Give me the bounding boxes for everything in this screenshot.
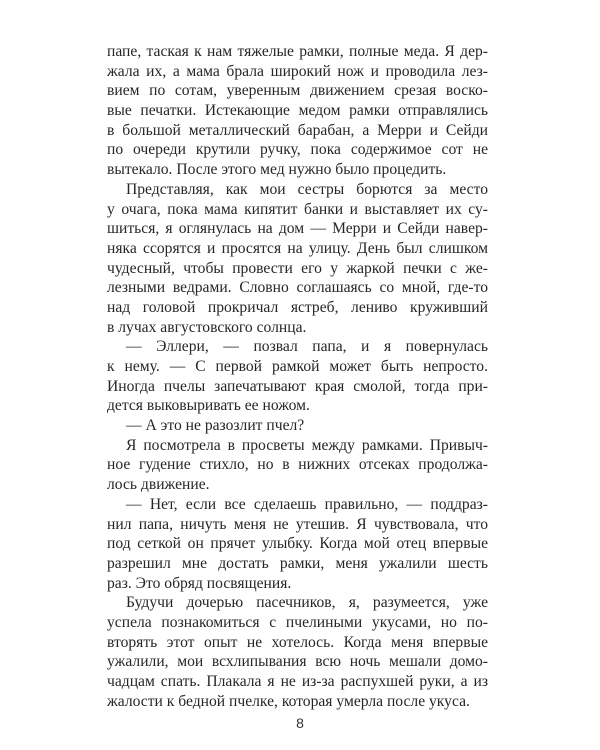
text-line: под сеткой он прячет улыбку. Когда мой отец впервые: [107, 535, 488, 553]
text-line: в большой металлический барабан, а Мерри и Сейди: [107, 121, 488, 139]
page-number: 8: [296, 715, 304, 731]
text-line: няка ссорятся и просятся на улицу. День был слишком: [107, 239, 488, 257]
text-line: — Эллери, — позвал папа, и я повернулась: [126, 338, 488, 356]
text-line: успела познакомиться с пчелиными укусами, но по-: [107, 613, 488, 631]
text-line: ное гудение стихло, но в нижних отсеках продолжа-: [107, 456, 488, 474]
paragraph: [107, 180, 488, 338]
text-line: чадцам спать. Плакала я не из-за распухшей руки, а из: [107, 673, 488, 690]
body-text: [107, 42, 488, 711]
paragraph: [107, 337, 488, 416]
paragraph: [107, 42, 488, 180]
text-line: лось движение.: [107, 476, 210, 494]
text-line: вытекало. После этого мед нужно было процедить.: [107, 161, 447, 179]
text-line: нил папа, ничуть меня не утешив. Я чувствовала, что: [107, 515, 488, 533]
text-line: Иногда пчелы запечатывают края смолой, тогда при-: [107, 377, 488, 395]
text-line: разрешил мне достать рамки, меня ужалили шесть: [107, 554, 488, 572]
text-line: лезными ведрами. Словно соглашаясь со мной, где-то: [107, 279, 488, 297]
text-line: вторять этот опыт не хотелось. Когда меня впервые: [107, 633, 488, 651]
text-line: папе, таская к нам тяжелые рамки, полные меда. Я дер-: [107, 43, 488, 60]
text-line: у очага, пока мама кипятит банки и выставляет их су-: [107, 200, 488, 218]
text-line: над головой прокричал ястреб, лениво круживший: [107, 298, 488, 316]
text-line: в лучах августовского солнца.: [107, 318, 307, 336]
text-line: ужалили, мои всхлипывания всю ночь мешали домо-: [107, 653, 488, 671]
paragraph: [107, 416, 488, 436]
paragraph: [107, 495, 488, 593]
text-line: раз. Это обряд посвящения.: [107, 574, 292, 592]
text-line: жала их, а мама брала широкий нож и проводила лез-: [107, 62, 488, 80]
text-line: Будучи дочерью пасечников, я, разумеется, уже: [126, 594, 488, 612]
paragraph: [107, 593, 488, 711]
text-line: Я посмотрела в просветы между рамками. Привыч-: [126, 436, 488, 454]
text-line: жалости к бедной пчелке, которая умерла после укуса.: [107, 692, 470, 710]
text-line: дется выковыривать ее ножом.: [107, 397, 310, 415]
text-line: — А это не разозлит пчел?: [126, 417, 305, 435]
text-line: по очереди крутили ручку, пока содержимое сот не: [107, 141, 488, 159]
text-line: — Нет, если все сделаешь правильно, — поддраз-: [126, 495, 488, 513]
paragraph: [107, 436, 488, 495]
text-line: к нему. — С первой рамкой может быть непросто.: [107, 358, 488, 375]
text-line: чудесный, чтобы провести его у жаркой печки с же-: [107, 259, 488, 277]
text-line: вые печатки. Истекающие медом рамки отправлялись: [107, 102, 488, 120]
text-line: Представляя, как мои сестры борются за место: [126, 180, 488, 198]
text-line: шиться, я оглянулась на дом — Мерри и Сейди навер-: [107, 220, 488, 238]
text-line: вием по сотам, уверенным движением срезая воско-: [107, 82, 488, 100]
